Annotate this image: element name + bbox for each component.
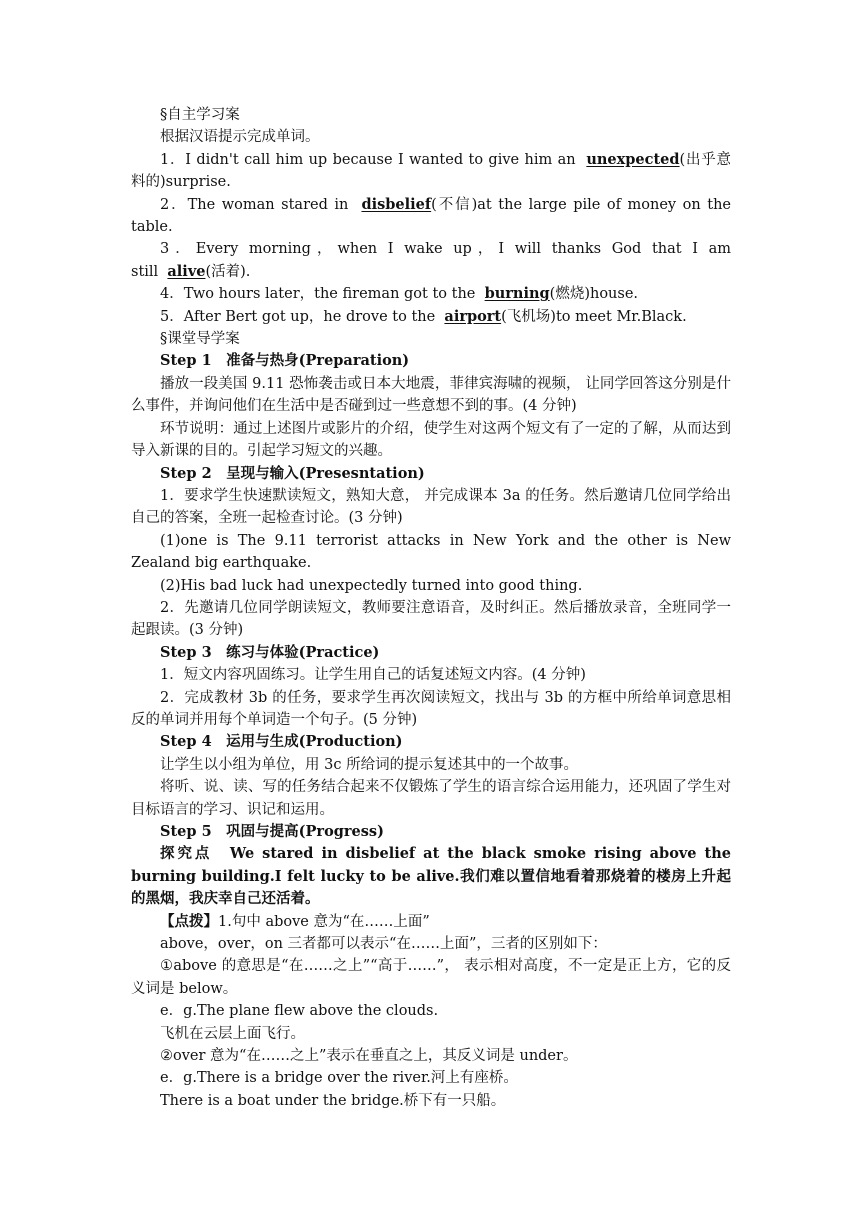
section-self-study-heading: §自主学习案 [160,107,240,123]
item-1-answer: unexpected [586,150,680,168]
step2-text-4: 2．先邀请几位同学朗读短文，教师要注意语音，及时纠正。然后播放录音，全班同学一起跟读。(3 分钟) [131,599,731,639]
item-1-after: (出乎意料的)surprise. [131,151,731,191]
item-3-answer: alive [167,262,206,280]
item-2-after: (不信)at the large pile of money on the table. [131,196,732,236]
step4-text-2: 将听、说、读、写的任务结合起来不仅锻炼了学生的语言综合运用能力，还巩固了学生对目标语言的学习、识记和运用。 [131,779,731,818]
item-5-answer: airport [444,307,502,325]
explore-point: 探究点 We stared in disbelief at the black smoke rising above the burning building.I felt lucky to be alive.我们难以置信地看着那烧着的楼房上升起的黑烟，我庆幸自己还活着。 [131,845,731,908]
step2-heading: Step 2 呈现与输入(Presesntation) [160,464,425,482]
item-1-before: 1．I didn't call him up because I wanted to give him an [160,151,576,168]
over-example: e．g.There is a bridge over the river.河上有座桥。 [160,1070,518,1087]
item-4-answer: burning [484,285,550,303]
step3-heading: Step 3 练习与体验(Practice) [160,643,380,661]
section-classroom-heading: §课堂导学案 [160,331,240,348]
step1-text-1: 播放一段美国 9.11 恐怖袭击或日本大地震，菲律宾海啸的视频， 让同学回答这分别是什么事件，并询问他们在生活中是否碰到过一些意想不到的事。(4 分钟) [131,375,731,415]
exercise-item-4 [131,283,731,305]
item-2-answer: disbelief [361,195,432,213]
step5-heading: Step 5 巩固与提高(Progress) [160,823,384,840]
above-example-translation: 飞机在云层上面飞行。 [160,1025,305,1042]
compare-line: above，over，on 三者都可以表示“在……上面”，三者的区别如下： [160,936,607,953]
item-5-after: (飞机场)to meet Mr.Black. [501,308,687,325]
step3-text-1: 1．短文内容巩固练习。让学生用自己的话复述短文内容。(4 分钟) [160,667,586,684]
step2-text-3: (2)His bad luck had unexpectedly turned into good thing. [160,577,583,594]
item-4-after: (燃烧)house. [549,286,639,303]
above-example: e．g.The plane flew above the clouds. [160,1003,439,1020]
exercise-instruction: 根据汉语提示完成单词。 [160,129,320,146]
under-example: There is a boat under the bridge.桥下有一只船。 [160,1092,506,1109]
exercise-item-5 [131,306,731,328]
lesson-content [131,104,731,1112]
step1-text-2: 环节说明：通过上述图片或影片的介绍，使学生对这两个短文有了一定的了解，从而达到导入新课的目的。引起学习短文的兴趣。 [131,420,731,460]
step4-heading: Step 4 运用与生成(Production) [160,733,403,751]
over-rule: ②over 意为“在……之上”表示在垂直之上，其反义词是 under。 [160,1048,578,1065]
exercise-item-2 [131,194,731,239]
step2-text-2: (1)one is The 9.11 terrorist attacks in New York and the other is New Zealand big earthquake. [131,532,731,572]
item-4-before: 4．Two hours later，the fireman got to the [160,286,476,303]
item-2-before: 2．The woman stared in [160,196,349,213]
step4-text-1: 让学生以小组为单位，用 3c 所给词的提示复述其中的一个故事。 [160,756,579,773]
tip-text: 1.句中 above 意为“在……上面” [218,913,430,930]
step1-heading: Step 1 准备与热身(Preparation) [160,352,410,370]
step2-text-1: 1．要求学生快速默读短文，熟知大意， 并完成课本 3a 的任务。然后邀请几位同学给出自己的答案，全班一起检查讨论。(3 分钟) [131,487,731,527]
exercise-item-1 [131,149,731,194]
exercise-item-3 [131,238,731,283]
item-3-after: (活着). [205,263,251,280]
step3-text-2: 2．完成教材 3b 的任务，要求学生再次阅读短文，找出与 3b 的方框中所给单词意思相反的单词并用每个单词造一个句子。(5 分钟) [131,689,731,728]
item-5-before: 5．After Bert got up，he drove to the [160,308,436,325]
item-3-before: 3．Every morning，when I wake up，I will thanks God that I am still [131,241,731,280]
above-rule: ①above 的意思是“在……之上”“高于……”， 表示相对高度，不一定是正上方，它的反义词是 below。 [131,958,731,997]
tip-label: 【点拨】 [160,912,218,930]
tip-line [131,911,731,933]
